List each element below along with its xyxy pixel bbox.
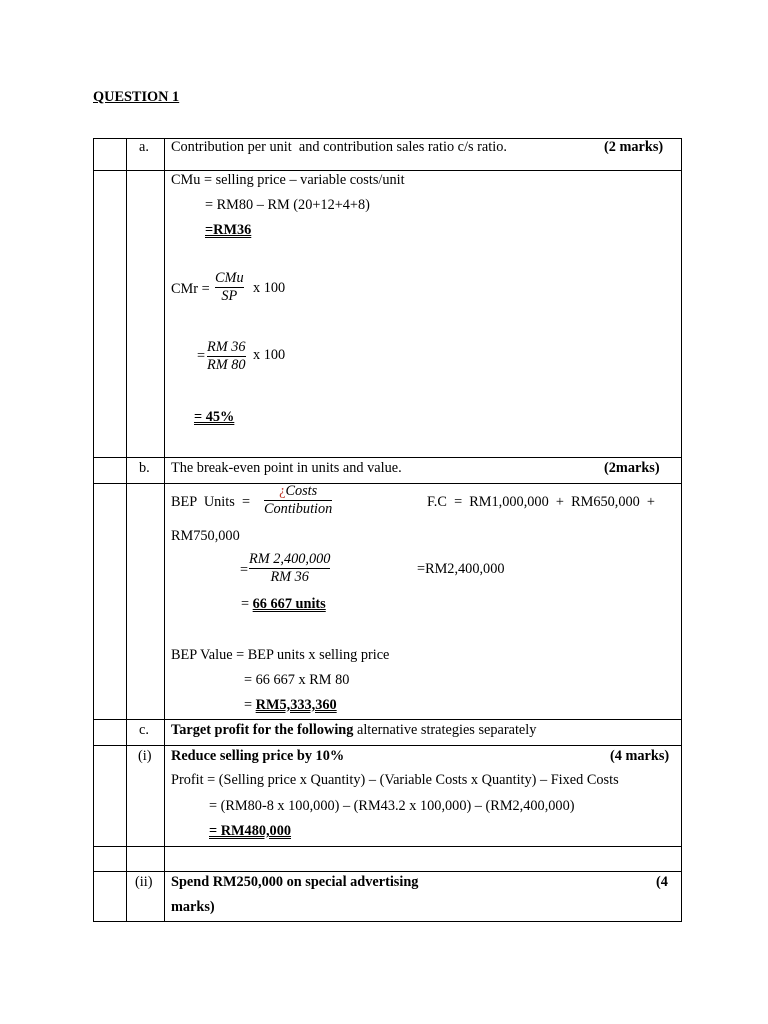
equals-sign: = <box>197 348 206 364</box>
cmu-formula: CMu = selling price – variable costs/unit <box>171 172 405 188</box>
profit-result: = RM480,000 <box>209 823 292 839</box>
row-divider <box>93 846 682 847</box>
row-divider <box>93 745 682 746</box>
bep-value-formula: BEP Value = BEP units x selling price <box>171 647 390 663</box>
sub-i-title: Reduce selling price by 10% <box>171 748 345 764</box>
row-divider <box>93 457 682 458</box>
cmr-value-multiplier: x 100 <box>253 347 286 363</box>
bep-units-result: 66 667 units <box>252 596 326 612</box>
table-border-bottom <box>93 921 682 922</box>
sub-ii-marks-close: marks) <box>171 899 215 915</box>
cmu-result: =RM36 <box>205 222 252 238</box>
profit-formula: Profit = (Selling price x Quantity) – (Variable Costs x Quantity) – Fixed Costs <box>171 772 619 788</box>
cmr-numerator: CMu <box>215 270 244 286</box>
column-divider <box>164 138 165 922</box>
sub-ii-label: (ii) <box>135 874 153 890</box>
bep-value-result: RM5,333,360 <box>255 697 337 713</box>
row-divider <box>93 719 682 720</box>
row-divider <box>93 483 682 484</box>
part-a-letter: a. <box>139 139 149 155</box>
sub-ii-marks-open: (4 <box>656 874 668 890</box>
cmr-label: CMr = <box>171 281 210 297</box>
part-b-letter: b. <box>139 460 150 476</box>
sub-ii-title: Spend RM250,000 on special advertising <box>171 874 419 890</box>
bep-units-fraction <box>264 484 332 517</box>
cmr-result: = 45% <box>194 409 235 425</box>
cmu-calculation: = RM80 – RM (20+12+4+8) <box>205 197 370 213</box>
bep-units-label: BEP Units = <box>171 494 251 510</box>
part-a-title: Contribution per unit and contribution sales ratio c/s ratio. <box>171 139 507 155</box>
cmr-value-fraction <box>207 340 246 373</box>
bep-units-result-line <box>241 597 326 611</box>
bep-fraction-numerator: RM 2,400,000 <box>249 551 331 567</box>
part-b-title: The break-even point in units and value. <box>171 460 402 476</box>
bep-value-result-line <box>244 698 337 712</box>
row-divider <box>93 871 682 872</box>
bep-fraction-denominator: RM 36 <box>270 569 309 585</box>
bep-value-prefix: = <box>244 697 253 713</box>
fixed-costs-line: F.C = RM1,000,000 + RM650,000 + <box>427 494 655 510</box>
fixed-costs-total: =RM2,400,000 <box>417 561 505 577</box>
equals-sign: = <box>240 562 249 578</box>
row-divider <box>93 170 682 171</box>
cmr-denominator: SP <box>221 288 238 304</box>
question-heading: QUESTION 1 <box>93 89 180 105</box>
table-border-right <box>681 138 682 922</box>
bep-value-calculation: = 66 667 x RM 80 <box>244 672 350 688</box>
fixed-costs-continued: RM750,000 <box>171 528 240 544</box>
cmr-fraction <box>215 271 244 304</box>
part-c-letter: c. <box>139 722 149 738</box>
table-border-left <box>93 138 94 922</box>
error-mark: ¿ <box>279 483 286 499</box>
sub-i-label: (i) <box>138 748 152 764</box>
cmr-multiplier: x 100 <box>253 280 286 296</box>
part-c-title-rest: alternative strategies separately <box>353 722 537 738</box>
part-b-marks: (2marks) <box>604 460 660 476</box>
bep-units-denominator: Contibution <box>264 501 333 517</box>
part-a-marks: (2 marks) <box>604 139 664 155</box>
cmr-value-numerator: RM 36 <box>207 339 246 355</box>
bep-value-fraction <box>249 552 330 585</box>
part-c-title-bold: Target profit for the following <box>171 722 354 738</box>
profit-calculation: = (RM80-8 x 100,000) – (RM43.2 x 100,000) – (RM2,400,000) <box>209 798 575 814</box>
cmr-value-denominator: RM 80 <box>207 357 246 373</box>
bep-units-numerator: ¿Costs <box>279 483 318 499</box>
bep-units-prefix: = <box>241 596 250 612</box>
sub-i-marks: (4 marks) <box>610 748 670 764</box>
part-c-title <box>171 723 536 737</box>
column-divider <box>126 138 127 922</box>
